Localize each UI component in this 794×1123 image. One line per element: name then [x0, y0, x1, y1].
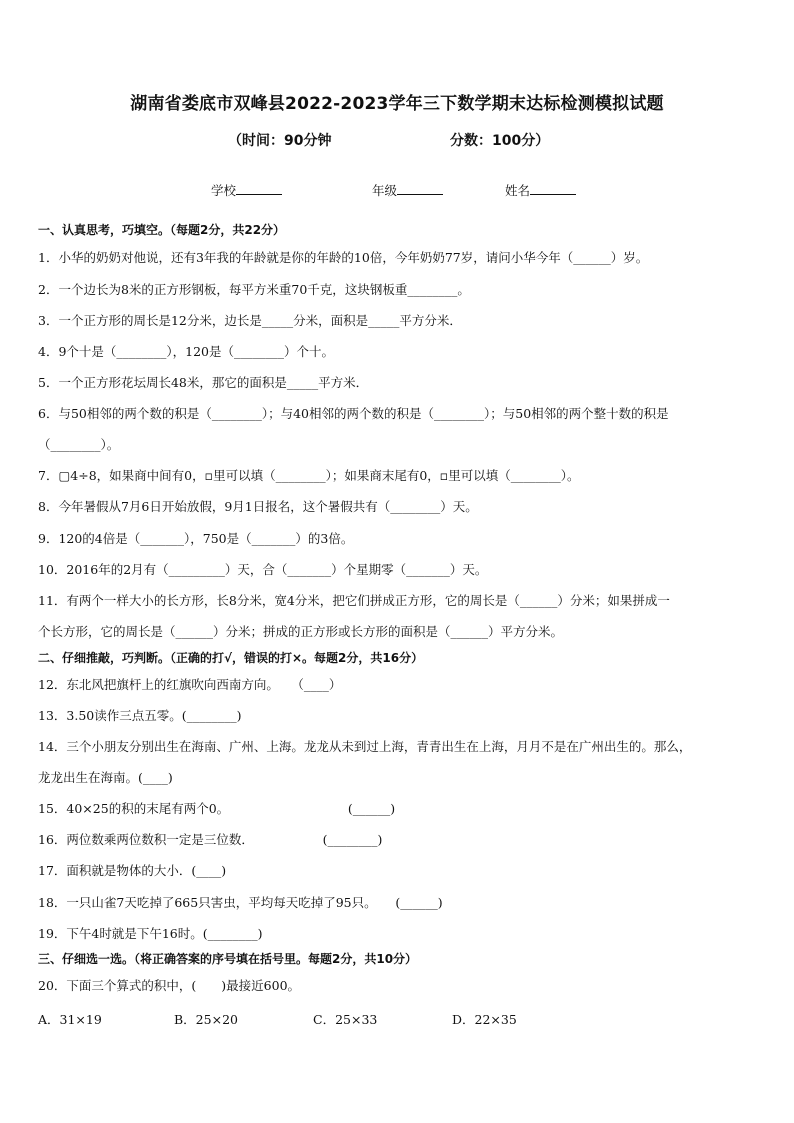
exam-score: 分数：100分）: [450, 133, 550, 149]
question-14-line-1: 14．三个小朋友分别出生在海南、广州、上海。龙龙从未到过上海，青青出生在上海，月月不是在广州出生的。那么，: [38, 739, 692, 754]
question-12: 12．东北风把旗杆上的红旗吹向西南方向。 （____）: [38, 677, 342, 692]
school-field: [211, 181, 282, 199]
question-11-line-2: 个长方形，它的周长是（______）分米；拼成的正方形或长方形的面积是（______）平方分米。: [38, 624, 564, 639]
question-6-line-1: 6．与50相邻的两个数的积是（________）；与40相邻的两个数的积是（________）；与50相邻的两个整十数的积是: [38, 406, 669, 421]
exam-time: （时间：90分钟: [228, 133, 332, 149]
question-17: 17．面积就是物体的大小．(____): [38, 863, 227, 878]
question-5: 5．一个正方形花坛周长48米，那它的面积是_____平方米．: [38, 375, 369, 390]
name-label: 姓名: [505, 183, 531, 198]
question-11-line-1: 11．有两个一样大小的长方形，长8分米，宽4分米，把它们拼成正方形，它的周长是（______）分米；如果拼成一: [38, 593, 670, 608]
question-1: 1．小华的奶奶对他说，还有3年我的年龄就是你的年龄的10倍，今年奶奶77岁，请问小华今年（______）岁。: [38, 250, 649, 265]
question-9: 9．120的4倍是（_______），750是（_______）的3倍。: [38, 531, 354, 546]
question-3: 3．一个正方形的周长是12分米，边长是_____分米，面积是_____平方分米．: [38, 313, 462, 328]
grade-field: [372, 181, 443, 199]
question-16: 16．两位数乘两位数积一定是三位数． (________): [38, 832, 383, 847]
grade-blank: [397, 182, 443, 195]
question-6-line-2: （________）。: [38, 437, 120, 452]
grade-label: 年级: [372, 183, 398, 198]
name-blank: [530, 182, 576, 195]
question-8: 8．今年暑假从7月6日开始放假，9月1日报名，这个暑假共有（________）天。: [38, 499, 478, 514]
question-18: 18．一只山雀7天吃掉了665只害虫，平均每天吃掉了95只。 (______): [38, 895, 443, 910]
question-19: 19．下午4时就是下午16时。(________): [38, 926, 263, 941]
section-heading-1: 一、认真思考，巧填空。（每题2分，共22分）: [38, 223, 286, 237]
section-heading-2: 二、仔细推敲，巧判断。（正确的打√，错误的打×。每题2分，共16分）: [38, 651, 424, 665]
school-label: 学校: [211, 183, 237, 198]
option-a: A．31×19: [38, 1012, 102, 1027]
option-b: B．25×20: [174, 1012, 238, 1027]
section-heading-3: 三、仔细选一选。（将正确答案的序号填在括号里。每题2分，共10分）: [38, 952, 418, 966]
question-10: 10．2016年的2月有（_________）天，合（_______）个星期零（_______）天。: [38, 562, 488, 577]
question-2: 2．一个边长为8米的正方形钢板，每平方米重70千克，这块钢板重________。: [38, 282, 470, 297]
option-c: C．25×33: [313, 1012, 378, 1027]
question-4: 4．9个十是（________），120是（________）个十。: [38, 344, 335, 359]
question-15: 15．40×25的积的末尾有两个0。 (______): [38, 801, 396, 816]
question-14-line-2: 龙龙出生在海南。(____): [38, 770, 173, 785]
exam-title: 湖南省娄底市双峰县2022-2023学年三下数学期末达标检测模拟试题: [130, 94, 664, 114]
question-7: 7．▢4÷8，如果商中间有0，▫里可以填（________）；如果商末尾有0，▫里可以填（________）。: [38, 468, 580, 483]
question-13: 13．3.50读作三点五零。(________): [38, 708, 242, 723]
question-20: 20．下面三个算式的积中，( )最接近600。: [38, 978, 301, 993]
school-blank: [236, 182, 282, 195]
exam-subtitle: [0, 130, 794, 152]
option-d: D．22×35: [452, 1012, 517, 1027]
name-field: [505, 181, 576, 199]
